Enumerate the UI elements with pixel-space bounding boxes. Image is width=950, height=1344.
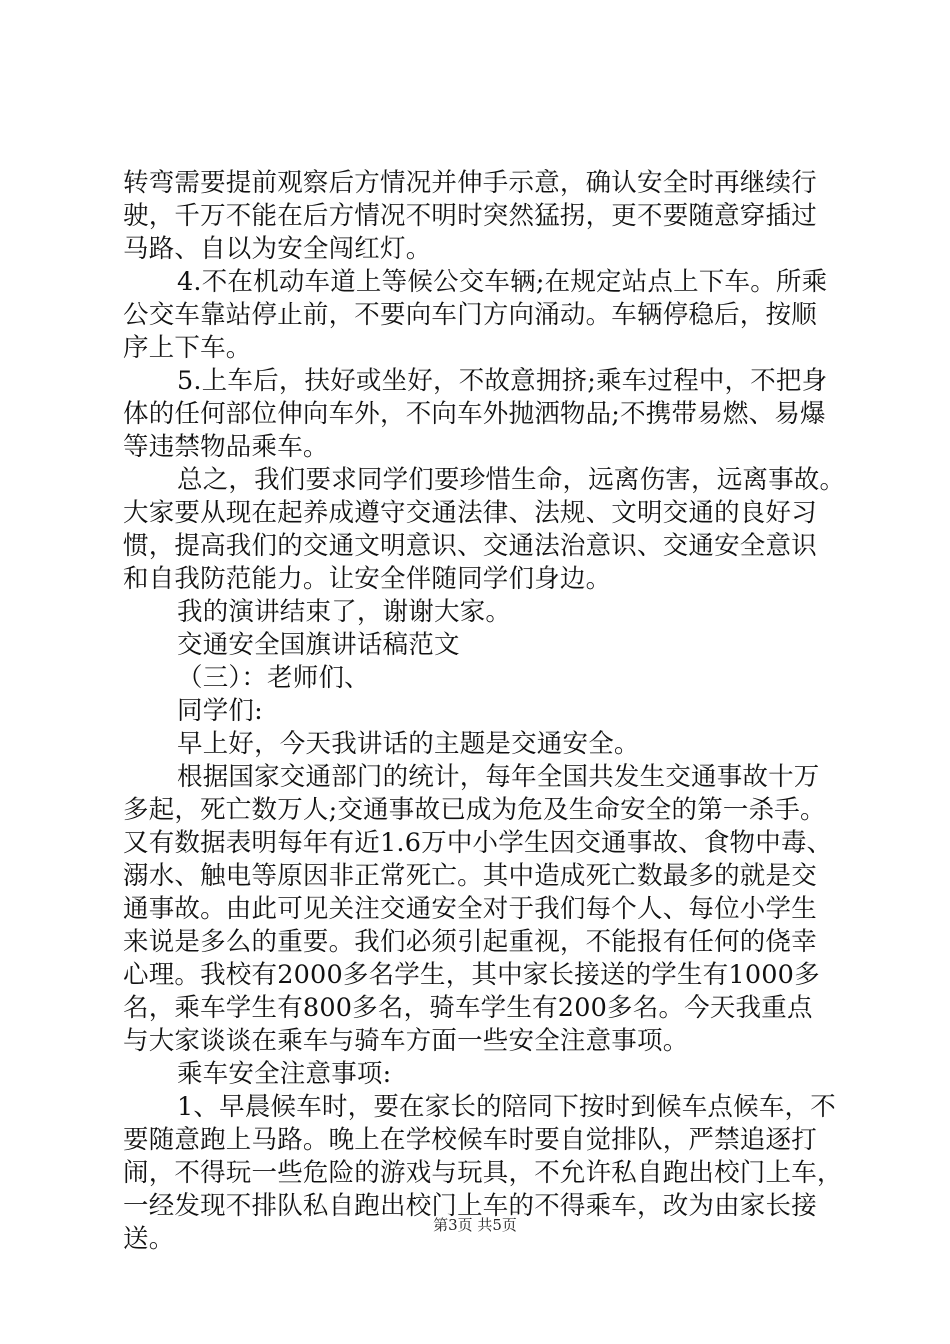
text-line: （三）：老师们、 — [177, 663, 370, 693]
text-line: 交通安全国旗讲话稿范文 — [177, 630, 460, 660]
text-line: 我的演讲结束了，谢谢大家。 — [177, 597, 512, 627]
text-line: 乘车安全注意事项: — [177, 1059, 392, 1089]
text-line: 同学们: — [177, 696, 263, 726]
text-line: 5.上车后，扶好或坐好，不故意拥挤;乘车过程中，不把身 — [177, 366, 828, 396]
text-line: 序上下车。 — [123, 333, 252, 363]
text-line: 要随意跑上马路。晚上在学校候车时要自觉排队，严禁追逐打 — [123, 1125, 817, 1155]
text-line: 送。 — [123, 1224, 175, 1254]
text-line: 马路、自以为安全闯红灯。 — [123, 234, 432, 264]
text-line: 惯，提高我们的交通文明意识、交通法治意识、交通安全意识 — [123, 531, 817, 561]
text-line: 来说是多么的重要。我们必须引起重视，不能报有任何的侥幸 — [123, 927, 817, 957]
text-line: 1、早晨候车时，要在家长的陪同下按时到候车点候车，不 — [177, 1092, 836, 1122]
text-line: 4.不在机动车道上等候公交车辆;在规定站点上下车。所乘 — [177, 267, 828, 297]
text-line: 大家要从现在起养成遵守交通法律、法规、文明交通的良好习 — [123, 498, 817, 528]
text-line: 闹，不得玩一些危险的游戏与玩具，不允许私自跑出校门上车， — [123, 1158, 843, 1188]
text-line: 驶，千万不能在后方情况不明时突然猛拐，更不要随意穿插过 — [123, 201, 817, 231]
text-line: 心理。我校有2000多名学生，其中家长接送的学生有1000多 — [123, 960, 820, 990]
text-line: 早上好，今天我讲话的主题是交通安全。 — [177, 729, 640, 759]
text-line: 等违禁物品乘车。 — [123, 432, 329, 462]
text-line: 通事故。由此可见关注交通安全对于我们每个人、每位小学生 — [123, 894, 817, 924]
text-line: 多起，死亡数万人;交通事故已成为危及生命安全的第一杀手。 — [123, 795, 826, 825]
text-line: 与大家谈谈在乘车与骑车方面一些安全注意事项。 — [123, 1026, 689, 1056]
text-line: 和自我防范能力。让安全伴随同学们身边。 — [123, 564, 612, 594]
text-line: 一经发现不排队私自跑出校门上车的不得乘车，改为由家长接 — [123, 1191, 817, 1221]
page-footer: 第3页 共5页 — [433, 1216, 517, 1234]
text-line: 根据国家交通部门的统计，每年全国共发生交通事故十万 — [177, 762, 820, 792]
text-line: 溺水、触电等原因非正常死亡。其中造成死亡数最多的就是交 — [123, 861, 817, 891]
text-line: 总之，我们要求同学们要珍惜生命，远离伤害，远离事故。 — [177, 465, 846, 495]
text-line: 体的任何部位伸向车外，不向车外抛洒物品;不携带易燃、易爆 — [123, 399, 826, 429]
text-line: 名，乘车学生有800多名，骑车学生有200多名。今天我重点 — [123, 993, 813, 1023]
document-body — [123, 167, 846, 1256]
text-line: 公交车靠站停止前，不要向车门方向涌动。车辆停稳后，按顺 — [123, 300, 817, 330]
text-line: 又有数据表明每年有近1.6万中小学生因交通事故、食物中毒、 — [123, 828, 833, 858]
text-line: 转弯需要提前观察后方情况并伸手示意，确认安全时再继续行 — [123, 168, 817, 198]
